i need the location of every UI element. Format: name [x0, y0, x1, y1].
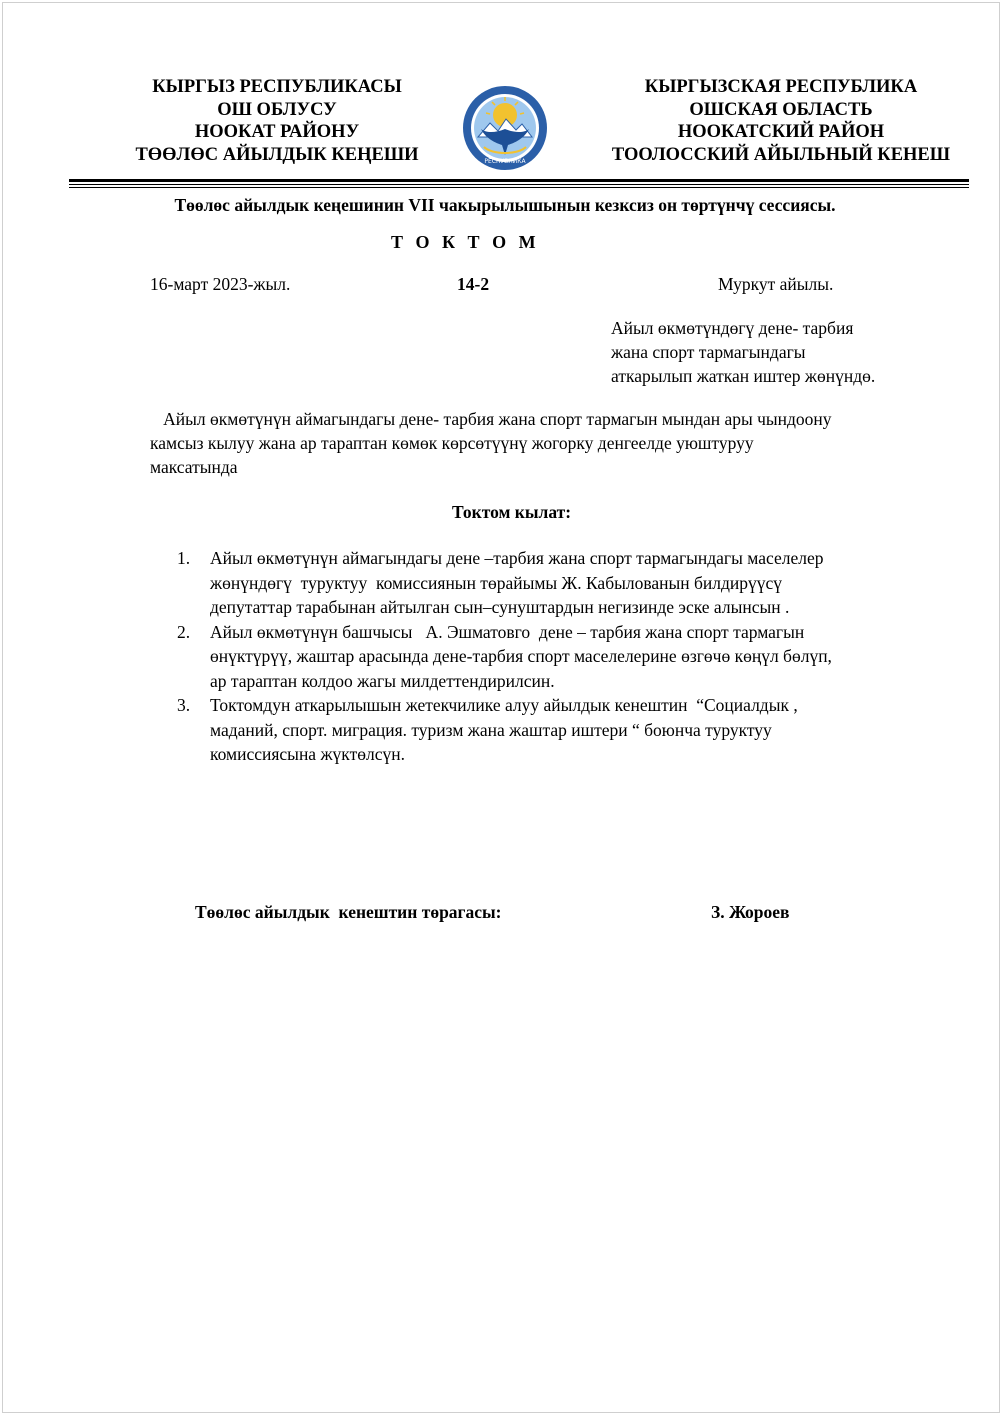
document-subject	[611, 316, 875, 388]
signature-title: Төөлөс айылдык кенештин төрагасы:	[195, 902, 502, 922]
header-left-line: НООКАТ РАЙОНУ	[194, 122, 360, 142]
session-title: Төөлөс айылдык кеңешинин VII чакырылышынын кезксиз он төртүнчү сессиясы.	[174, 195, 836, 215]
item-line: жөнүндөгү туруктуу комиссиянын төрайымы Ж. Кабылованын билдирүүсү	[210, 572, 783, 593]
list-item	[177, 693, 937, 767]
document-number: 14-2	[457, 274, 490, 294]
item-number: 1.	[177, 548, 191, 568]
header-divider	[69, 184, 969, 185]
header-left-line: КЫРГЫЗ РЕСПУБЛИКАСЫ	[152, 77, 402, 97]
item-line: өнүктүрүү, жаштар арасында дене-тарбия спорт маселелерине өзгөчө көңүл бөлүп,	[210, 646, 832, 666]
decision-list	[177, 546, 937, 767]
document-page	[2, 2, 1000, 1413]
emblem-caption: РЕСПУБЛИКА	[484, 158, 526, 165]
item-number: 3.	[177, 695, 191, 715]
item-line: Айыл өкмөтүнүн башчысы А. Эшматовго дене – тарбия жана спорт тармагын	[210, 621, 805, 642]
document-place: Муркут айылы.	[718, 274, 834, 294]
signature-name: З. Жороев	[711, 902, 790, 922]
document-type: Т О К Т О М	[391, 232, 540, 252]
subject-line: Айыл өкмөтүндөгү дене- тарбия	[611, 318, 854, 338]
item-line: маданий, спорт. миграция. туризм жана жаштар иштери “ боюнча туруктуу	[210, 719, 772, 740]
header-divider	[69, 179, 969, 182]
header-divider	[69, 187, 969, 188]
item-number: 2.	[177, 621, 191, 642]
header-left-line: ОШ ОБЛУСУ	[217, 99, 337, 120]
item-line: депутаттар тарабынан айтылган сын–сунуштардын негизинде эске алынсын .	[210, 597, 790, 617]
preamble-line: Айыл өкмөтүнүн аймагындагы дене- тарбия жана спорт тармагын мындан ары чындоону	[150, 409, 832, 429]
state-emblem-icon	[462, 85, 548, 171]
preamble-line: камсыз кылуу жана ар тараптан көмөк көрсөтүүнү жогорку денгеелде уюштуруу	[150, 433, 754, 453]
subject-line: аткарылып жаткан иштер жөнүндө.	[611, 366, 876, 386]
header-right-line: НООКАТСКИЙ РАЙОН	[677, 122, 885, 142]
item-line: Токтомдун аткарылышын жетекчилике алуу айылдык кенештин “Социалдык ,	[210, 695, 798, 715]
item-line: ар тараптан колдоо жагы милдеттендирилсин.	[210, 670, 555, 691]
header-left-line: ТӨӨЛӨС АЙЫЛДЫК КЕҢЕШИ	[135, 144, 419, 165]
subject-line: жана спорт тармагындагы	[611, 342, 806, 362]
header-right-line: ОШСКАЯ ОБЛАСТЬ	[689, 99, 873, 120]
list-item	[177, 620, 937, 694]
header-right-line: КЫРГЫЗСКАЯ РЕСПУБЛИКА	[644, 77, 918, 97]
item-line: комиссиясына жүктөлсүн.	[210, 744, 405, 764]
header-right-line: ТООЛОССКИЙ АЙЫЛЬНЫЙ КЕНЕШ	[611, 144, 951, 165]
header-left-block	[107, 76, 447, 166]
header-right-block	[587, 76, 975, 166]
preamble-line: максатында	[150, 457, 238, 477]
document-date: 16-март 2023-жыл.	[150, 274, 291, 294]
item-line: Айыл өкмөтүнүн аймагындагы дене –тарбия жана спорт тармагындагы маселелер	[210, 548, 824, 568]
list-item	[177, 546, 937, 620]
preamble-paragraph	[150, 407, 950, 479]
decision-heading: Токтом кылат:	[452, 502, 572, 522]
